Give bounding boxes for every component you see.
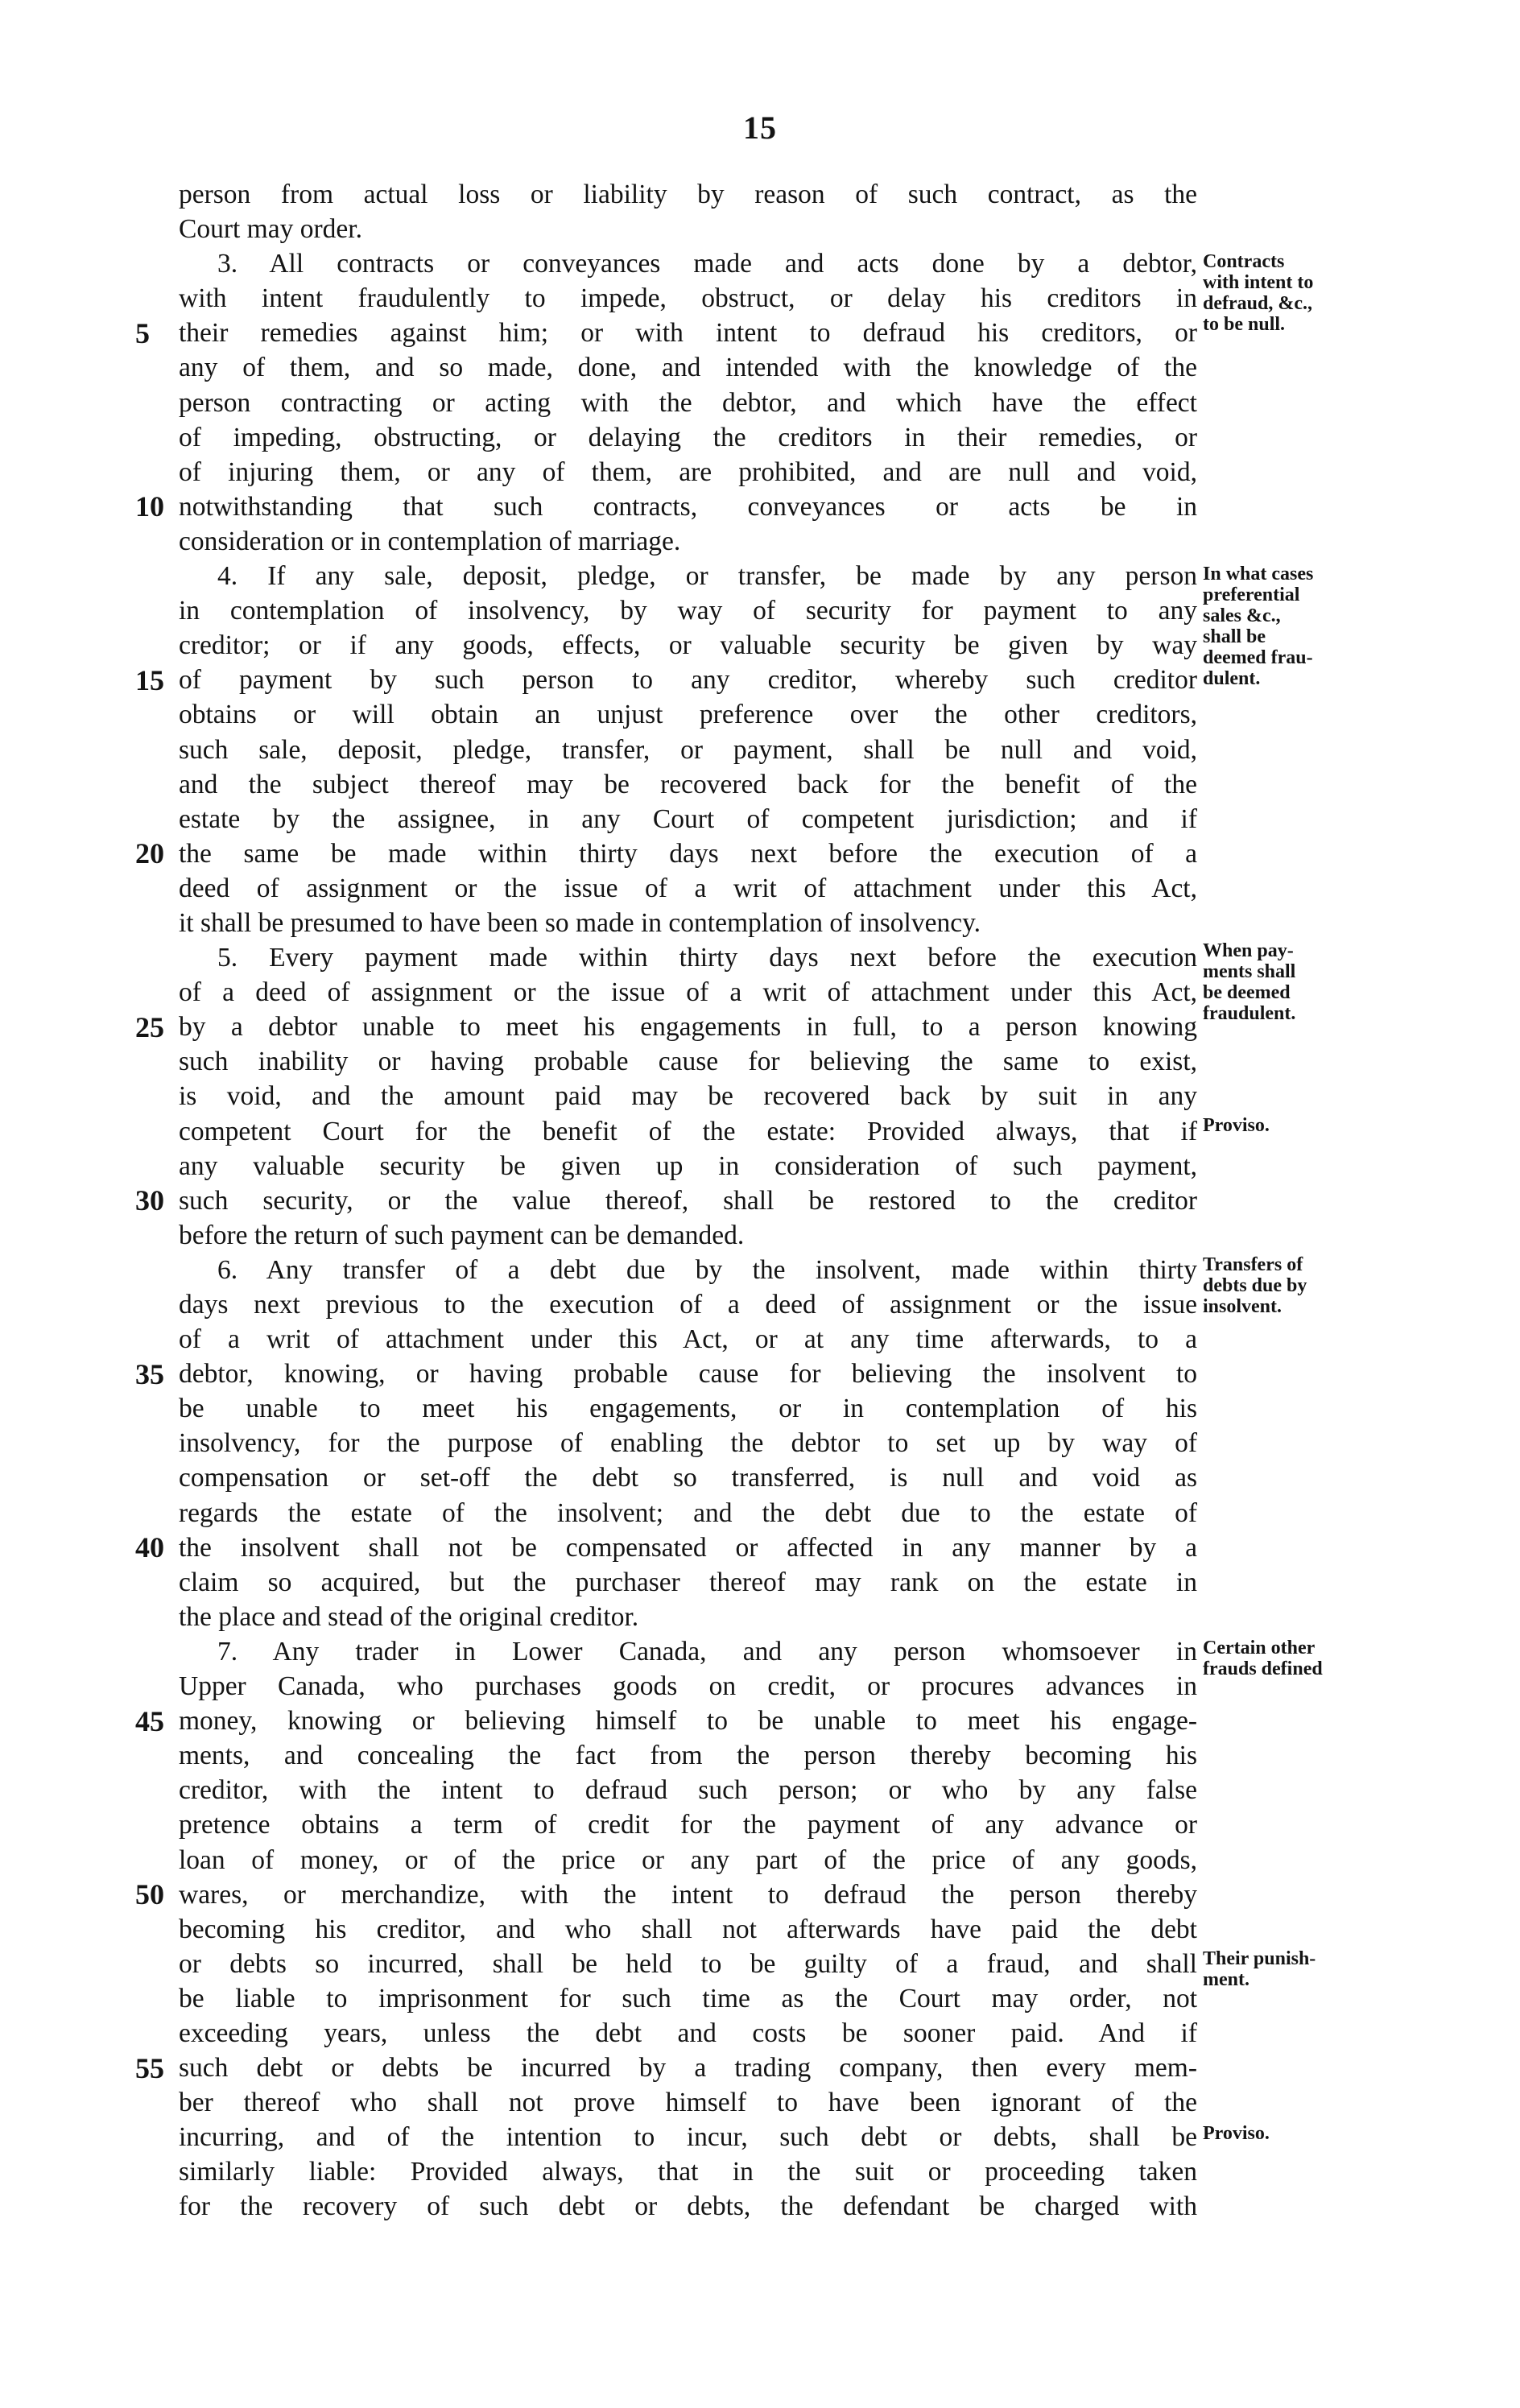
body-line: creditor; or if any goods, effects, or valuable security be given by way xyxy=(179,630,1197,661)
body-line: person from actual loss or liability by reason of such contract, as the xyxy=(179,180,1197,209)
line-number: 50 xyxy=(135,1878,164,1910)
marginal-note: Contracts with intent to defraud, &c., to be null. xyxy=(1203,251,1314,335)
line-number: 40 xyxy=(135,1531,164,1563)
body-line: such inability or having probable cause for believing the same to exist, xyxy=(179,1047,1197,1077)
section-4-start: 4. If any sale, deposit, pledge, or transfer, be made by any person xyxy=(217,561,1197,592)
section-3-start: 3. All contracts or conveyances made and acts done by a debtor, xyxy=(217,249,1197,279)
body-line: days next previous to the execution of a deed of assignment or the issue xyxy=(179,1290,1197,1320)
body-line: with intent fraudulently to impede, obstruct, or delay his creditors in xyxy=(179,283,1197,314)
body-line: creditor, with the intent to defraud such person; or who by any false xyxy=(179,1775,1197,1806)
line-number: 45 xyxy=(135,1705,164,1737)
body-line: person contracting or acting with the debtor, and which have the effect xyxy=(179,387,1197,418)
body-line: competent Court for the benefit of the estate: Provided always, that if xyxy=(179,1116,1197,1146)
body-line: such debt or debts be incurred by a trading company, then every mem- xyxy=(179,2053,1197,2084)
body-line: any of them, and so made, done, and intended with the knowledge of the xyxy=(179,353,1197,383)
marginal-note: Certain other frauds defined xyxy=(1203,1638,1323,1679)
body-line: such security, or the value thereof, shall be restored to the creditor xyxy=(179,1185,1197,1216)
body-line: exceeding years, unless the debt and costs be sooner paid. And if xyxy=(179,2018,1197,2048)
body-line: or debts so incurred, shall be held to be guilty of a fraud, and shall xyxy=(179,1948,1197,1979)
marginal-note: Proviso. xyxy=(1203,2123,1270,2144)
body-line: be liable to imprisonment for such time as the Court may order, not xyxy=(179,1983,1197,2014)
body-line: pretence obtains a term of credit for the payment of any advance or xyxy=(179,1810,1197,1840)
body-line: regards the estate of the insolvent; and the debt due to the estate of xyxy=(179,1497,1197,1528)
body-line: wares, or merchandize, with the intent to defraud the person thereby xyxy=(179,1879,1197,1910)
body-line: is void, and the amount paid may be recovered back by suit in any xyxy=(179,1081,1197,1112)
body-line: the same be made within thirty days next before the execution of a xyxy=(179,838,1197,869)
body-line: debtor, knowing, or having probable cause for believing the insolvent to xyxy=(179,1359,1197,1390)
line-number: 15 xyxy=(135,664,164,696)
line-number: 25 xyxy=(135,1011,164,1043)
body-line: deed of assignment or the issue of a writ of attachment under this Act, xyxy=(179,873,1197,903)
section-7-start: 7. Any trader in Lower Canada, and any person whomsoever in xyxy=(217,1636,1197,1667)
line-number: 30 xyxy=(135,1184,164,1216)
body-line: of payment by such person to any creditor, whereby such creditor xyxy=(179,665,1197,696)
body-line: compensation or set-off the debt so transferred, is null and void as xyxy=(179,1463,1197,1493)
body-line: ments, and concealing the fact from the person thereby becoming his xyxy=(179,1741,1197,1771)
body-line: ber thereof who shall not prove himself to have been ignorant of the xyxy=(179,2088,1197,2118)
body-line: consideration or in contemplation of marriage. xyxy=(179,526,681,556)
body-line: of a deed of assignment or the issue of a writ of attachment under this Act, xyxy=(179,977,1197,1008)
marginal-note: Their punish- ment. xyxy=(1203,1948,1316,1990)
body-line: any valuable security be given up in consideration of such payment, xyxy=(179,1150,1197,1181)
body-line: before the return of such payment can be demanded. xyxy=(179,1220,745,1250)
body-line: becoming his creditor, and who shall not afterwards have paid the debt xyxy=(179,1914,1197,1944)
body-line: money, knowing or believing himself to be unable to meet his engage- xyxy=(179,1706,1197,1737)
body-line: by a debtor unable to meet his engagements in full, to a person knowing xyxy=(179,1012,1197,1043)
body-line: of a writ of attachment under this Act, or at any time afterwards, to a xyxy=(179,1324,1197,1355)
page-number: 15 xyxy=(743,109,777,146)
line-number: 20 xyxy=(135,837,164,869)
body-line: Court may order. xyxy=(179,214,362,245)
body-line: their remedies against him; or with intent to defraud his creditors, or xyxy=(179,318,1197,349)
line-number: 55 xyxy=(135,2052,164,2084)
body-line: claim so acquired, but the purchaser thereof may rank on the estate in xyxy=(179,1567,1197,1597)
marginal-note: When pay- ments shall be deemed fraudulent. xyxy=(1203,940,1296,1024)
marginal-note: In what cases preferential sales &c., shall be deemed frau- dulent. xyxy=(1203,564,1314,689)
body-line: it shall be presumed to have been so made in contemplation of insolvency. xyxy=(179,907,981,938)
body-line: for the recovery of such debt or debts, the defendant be charged with xyxy=(179,2191,1197,2222)
section-5-start: 5. Every payment made within thirty days next before the execution xyxy=(217,943,1197,973)
line-number: 10 xyxy=(135,490,164,522)
body-line: such sale, deposit, pledge, transfer, or payment, shall be null and void, xyxy=(179,734,1197,765)
body-line: estate by the assignee, in any Court of competent jurisdiction; and if xyxy=(179,803,1197,834)
body-line: the place and stead of the original creditor. xyxy=(179,1601,639,1632)
body-line: loan of money, or of the price or any part of the price of any goods, xyxy=(179,1844,1197,1875)
body-line: Upper Canada, who purchases goods on credit, or procures advances in xyxy=(179,1671,1197,1702)
body-line: be unable to meet his engagements, or in contemplation of his xyxy=(179,1394,1197,1424)
line-number: 35 xyxy=(135,1358,164,1390)
body-line: the insolvent shall not be compensated or affected in any manner by a xyxy=(179,1532,1197,1563)
marginal-note: Transfers of debts due by insolvent. xyxy=(1203,1254,1307,1317)
line-number: 5 xyxy=(135,317,150,349)
marginal-note: Proviso. xyxy=(1203,1115,1270,1136)
body-text xyxy=(179,177,1197,2224)
body-line: similarly liable: Provided always, that in the suit or proceeding taken xyxy=(179,2157,1197,2187)
body-line: incurring, and of the intention to incur, such debt or debts, shall be xyxy=(179,2122,1197,2153)
body-line: of impeding, obstructing, or delaying the creditors in their remedies, or xyxy=(179,422,1197,452)
body-line: in contemplation of insolvency, by way of security for payment to any xyxy=(179,596,1197,626)
body-line: of injuring them, or any of them, are prohibited, and are null and void, xyxy=(179,456,1197,487)
body-line: notwithstanding that such contracts, conveyances or acts be in xyxy=(179,491,1197,522)
body-line: and the subject thereof may be recovered back for the benefit of the xyxy=(179,769,1197,799)
body-line: insolvency, for the purpose of enabling the debtor to set up by way of xyxy=(179,1428,1197,1459)
section-6-start: 6. Any transfer of a debt due by the insolvent, made within thirty xyxy=(217,1254,1197,1285)
body-line: obtains or will obtain an unjust preference over the other creditors, xyxy=(179,700,1197,730)
